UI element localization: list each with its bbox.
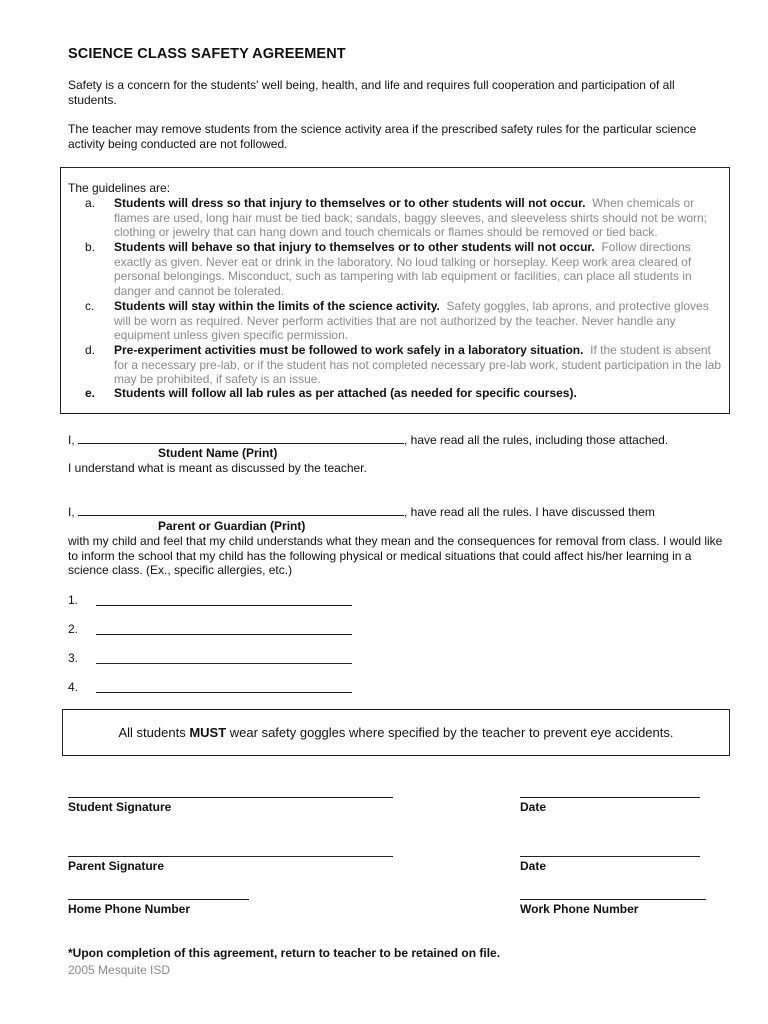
guideline-rule: Students will follow all lab rules as per attached (as needed for specific courses). [114, 386, 577, 400]
parent-signature-label: Parent Signature [68, 859, 165, 873]
medical-line-4 [68, 680, 78, 695]
student-statement-suffix: , have read all the rules, including those attached. [404, 433, 669, 447]
medical-line-2-field[interactable] [96, 623, 352, 635]
guideline-rule-end: . [591, 240, 595, 254]
organization-footer: 2005 Mesquite ISD [68, 963, 171, 977]
parent-name-caption: Parent or Guardian (Print) [158, 519, 306, 533]
return-instruction: *Upon completion of this agreement, return to teacher to be retained on file. [68, 946, 501, 960]
medical-line-3-field[interactable] [96, 652, 352, 664]
parent-date-label: Date [520, 859, 547, 873]
student-date-label: Date [520, 800, 547, 814]
guideline-letter: b. [85, 240, 96, 254]
medical-line-number: 2. [68, 622, 79, 636]
home-phone-label: Home Phone Number [68, 902, 191, 916]
guideline-rule-end: . [582, 196, 586, 210]
guideline-rule-end: . [580, 343, 584, 357]
parent-date-line[interactable] [520, 856, 700, 857]
guideline-letter: a. [85, 196, 96, 210]
guideline-rule-end: . [436, 299, 440, 313]
student-signature-line[interactable] [68, 797, 393, 798]
guideline-rule: Students will stay within the limits of the science activity [114, 299, 437, 313]
guidelines-intro: The guidelines are: [68, 181, 171, 195]
goggles-notice-box [62, 709, 730, 756]
guideline-detail: Safety goggles, lab aprons, and protective gloves will be worn as required. Never perform activities that are not authorized by the teacher. Never handle any equipment unless given specific permission. [114, 299, 709, 343]
home-phone-line[interactable] [68, 899, 249, 900]
intro-paragraph-2: The teacher may remove students from the science activity area if the prescribed safety rules for the particular science activity being conducted are not followed. [68, 122, 697, 151]
guideline-detail: When chemicals or flames are used, long hair must be tied back; sandals, baggy sleeves, and sleeveless shirts should not be worn; clothing or jewelry that can hang down and touch chemicals or flames should be removed or tied back. [114, 196, 707, 240]
document-title: SCIENCE CLASS SAFETY AGREEMENT [68, 46, 346, 62]
medical-line-1-field[interactable] [96, 594, 352, 606]
medical-line-1 [68, 593, 78, 608]
medical-line-4-field[interactable] [96, 681, 352, 693]
student-name-field[interactable] [78, 432, 404, 444]
intro-paragraph-1: Safety is a concern for the students' well being, health, and life and requires full cooperation and participation of all students. [68, 78, 675, 107]
guideline-detail: If the student is absent for a necessary pre-lab, or if the student has not completed necessary pre-lab work, student participation in the lab may be prohibited, if safety is an issue. [114, 343, 721, 387]
guideline-detail: Follow directions exactly as given. Never eat or drink in the laboratory. No loud talking or horseplay. Keep work area cleared of personal belongings. Misconduct, such as tampering with lab equipment or facilities, can place all students in danger and cannot be tolerated. [114, 240, 692, 298]
work-phone-line[interactable] [520, 899, 706, 900]
work-phone-label: Work Phone Number [520, 902, 639, 916]
guideline-letter: e. [85, 386, 96, 400]
medical-line-2 [68, 622, 78, 637]
medical-line-number: 1. [68, 593, 79, 607]
goggles-notice-emphasis: MUST [189, 725, 227, 740]
guideline-rule: Pre-experiment activities must be followed to work safely in a laboratory situation [114, 343, 581, 357]
parent-statement-body: with my child and feel that my child understands what they mean and the consequences for removal from class. I would like to inform the school that my child has the following physical or medical situations that could affect his/her learning in a science class. (Ex., specific allergies, etc.) [68, 534, 723, 578]
medical-line-number: 3. [68, 651, 79, 665]
parent-statement [68, 504, 728, 520]
student-statement-prefix: I, [68, 433, 75, 447]
student-understanding-line: I understand what is meant as discussed by the teacher. [68, 461, 367, 475]
medical-line-3 [68, 651, 78, 666]
goggles-notice-pre: All students [118, 725, 190, 740]
parent-statement-suffix: , have read all the rules. I have discussed them [404, 505, 655, 519]
guideline-letter: d. [85, 343, 96, 357]
goggles-notice-post: wear safety goggles where specified by the teacher to prevent eye accidents. [226, 725, 674, 740]
parent-name-field[interactable] [78, 504, 404, 516]
student-signature-label: Student Signature [68, 800, 172, 814]
guidelines-box [60, 167, 730, 414]
student-name-caption: Student Name (Print) [158, 446, 278, 460]
guideline-rule: Students will behave so that injury to themselves or to other students will not occur [114, 240, 592, 254]
parent-signature-line[interactable] [68, 856, 393, 857]
guideline-rule: Students will dress so that injury to themselves or to other students will not occur [114, 196, 583, 210]
guideline-letter: c. [85, 299, 95, 313]
student-date-line[interactable] [520, 797, 700, 798]
parent-statement-prefix: I, [68, 505, 75, 519]
medical-line-number: 4. [68, 680, 79, 694]
